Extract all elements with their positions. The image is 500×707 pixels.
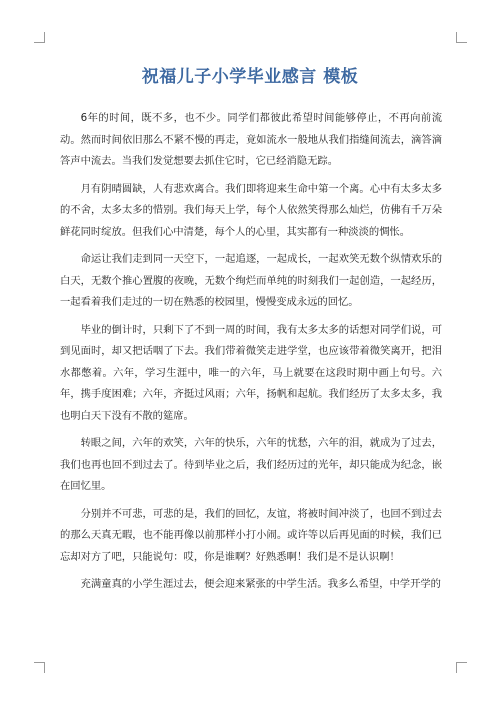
paragraph-1: 6年的时间，既不多，也不少。同学们都彼此希望时间能够停止，不再向前流动。然而时间依旧那么不紧不慢的再走，竟如流水一般地从我们指缝间流去，滴答滴答声中流去。当我们发觉想要去抓住它时，它已经消隐无踪。	[60, 112, 442, 167]
paragraph-5: 转眼之间，六年的欢笑，六年的快乐，六年的忧愁，六年的泪，就成为了过去，我们也再也回不到过去了。待到毕业之后，我们经历过的光年，却只能成为纪念，嵌在回忆里。	[60, 437, 442, 492]
document-title: 祝福儿子小学毕业感言 模板	[141, 67, 359, 87]
paragraph-7: 充满童真的小学生涯过去，便会迎来紧张的中学生活。我多么希望，中学开学的	[80, 578, 441, 590]
paragraph-2: 月有阴晴圆缺，人有悲欢离合。我们即将迎来生命中第一个离。心中有太多太多的不舍，太多太多的惜别。我们每天上学，每个人依然笑得那么灿烂，仿佛有千万朵鲜花同时绽放。但我们心中清楚，每个人的心里，其实都有一种淡淡的惆怅。	[60, 182, 442, 238]
paragraph-4: 毕业的倒计时，只剩下了不到一周的时间，我有太多太多的话想对同学们说，可到见面时，却又把话咽了下去。我们带着微笑走进学堂，也应该带着微笑离开，把泪水都憋着。六年，学习生涯中，唯一的六年，马上就要在这段时期中画上句号。六年，携手度困难；六年，齐挺过风雨；六年，扬帆和起航。我们经历了太多太多，我也明白天下没有不散的筵席。	[60, 323, 442, 422]
crop-mark-top-left	[34, 32, 45, 43]
crop-mark-bottom-left	[34, 662, 45, 673]
paragraph-3: 命运让我们走到同一天空下，一起追逐，一起成长，一起欢笑无数个纵情欢乐的白天，无数个推心置腹的夜晚，无数个绚烂而单纯的时刻我们一起创造，一起经历，一起看着我们走过的一切在熟悉的校园里，慢慢变成永远的回忆。	[60, 253, 442, 308]
crop-mark-bottom-right	[456, 662, 467, 673]
paragraph-6: 分别并不可悲，可悲的是，我们的回忆，友谊，将被时间冲淡了，也回不到过去的那么天真无暇，也不能再像以前那样小打小闹。或许等以后再见面的时候，我们已忘却对方了吧，只能说句：哎，你是谁啊？好熟悉啊！我们是不是认识啊！	[60, 507, 442, 563]
document-body	[60, 108, 442, 602]
crop-mark-top-right	[456, 32, 467, 43]
